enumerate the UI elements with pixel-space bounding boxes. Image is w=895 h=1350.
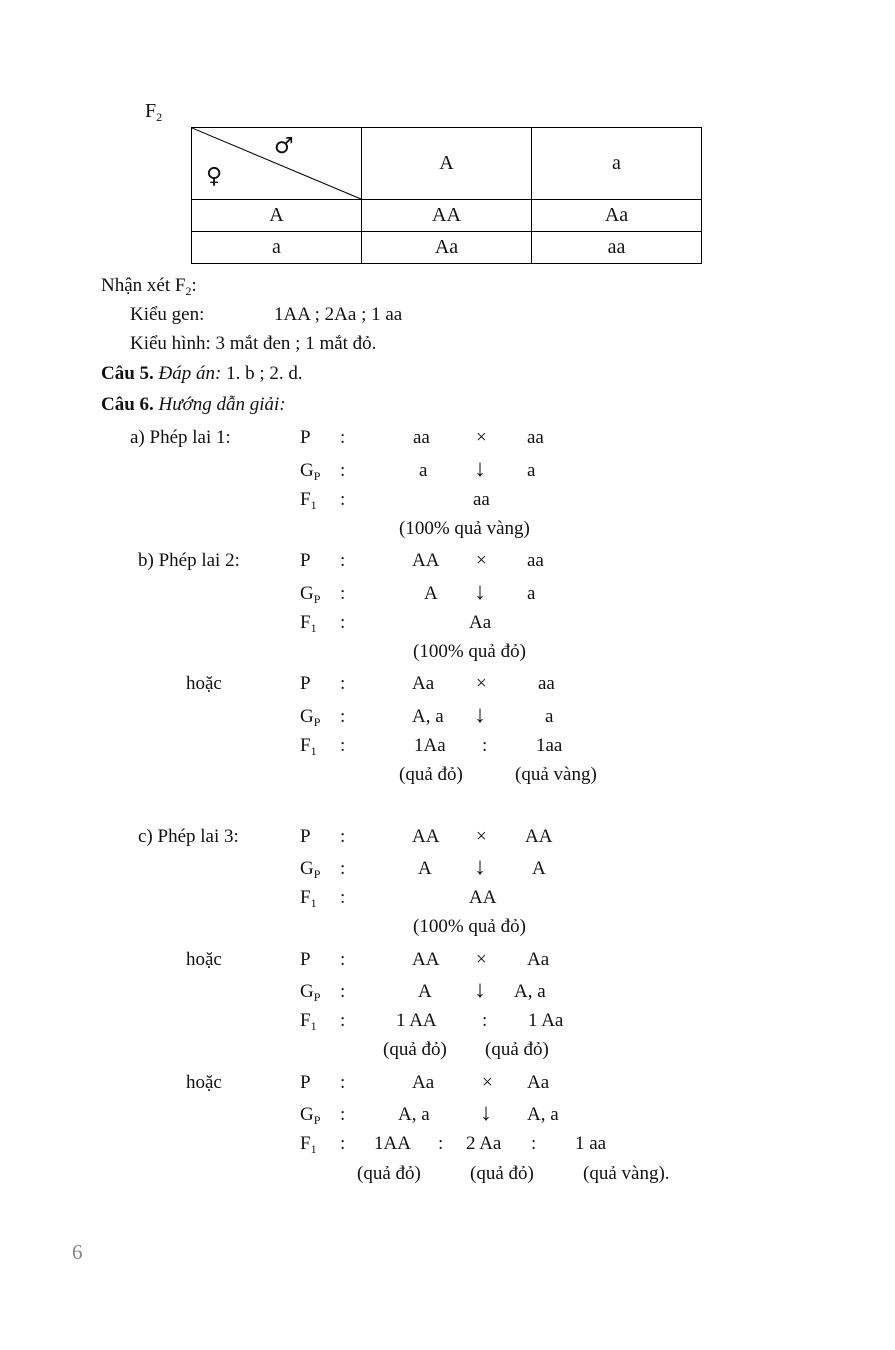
phenotype-line: Kiểu hình: 3 mắt đen ; 1 mắt đỏ. [130,333,377,354]
male-icon: ♂ [274,134,294,159]
p-label: P [300,1072,311,1093]
colon: : [340,460,346,481]
colon: : [340,550,346,571]
punnett-cell: Aa [362,232,532,264]
gamete-1: A [418,858,432,879]
colon: : [340,1104,346,1125]
gamete-1: a [419,460,428,481]
f2-main: F [145,100,157,122]
cross-sign: × [476,427,487,448]
punnett-square [191,127,702,264]
offspring-note: (100% quả đỏ) [413,916,526,937]
p-label: P [300,427,311,448]
g-label: $G_P$ [300,1104,321,1127]
parent-1: AA [412,949,440,970]
cross-sign: × [476,550,487,571]
ratio-colon: : [482,735,488,756]
punnett-row-header-1: A [192,200,362,232]
gamete-1: A, a [412,706,444,727]
q5-answer-label: Đáp án: [158,363,222,384]
cross-sign: × [476,673,487,694]
down-arrow-icon: ↓ [474,854,486,880]
alternative-label: hoặc [186,949,222,970]
gamete-1: A [424,583,438,604]
page-number: 6 [72,1240,83,1264]
colon: : [340,858,346,879]
p-label: P [300,826,311,847]
offspring-note: (100% quả vàng) [399,518,530,539]
parent-1: aa [413,427,430,448]
colon: : [340,1010,346,1031]
down-arrow-icon: ↓ [474,702,486,728]
g-label: $G_P$ [300,981,321,1004]
gamete-2: A, a [514,981,546,1002]
female-icon: ♀ [206,164,223,189]
gamete-2: A, a [527,1104,559,1125]
punnett-row-1 [192,200,702,232]
g-label: $G_P$ [300,858,321,881]
parent-1: AA [412,550,440,571]
down-arrow-icon: ↓ [474,977,486,1003]
gamete-2: a [527,460,536,481]
punnett-cell: AA [362,200,532,232]
gamete-2: A [532,858,546,879]
colon: : [340,1133,346,1154]
offspring-note-1: (quả đỏ) [399,764,463,785]
f2-sub: 2 [156,110,163,124]
offspring-note-2: (quả đỏ) [470,1163,534,1184]
g-label: $G_P$ [300,460,321,483]
parent-2: Aa [527,949,550,970]
colon: : [340,826,346,847]
parent-1: Aa [412,1072,435,1093]
offspring-note-3: (quả vàng). [583,1163,670,1184]
colon: : [340,887,346,908]
p-label: P [300,949,311,970]
q5-label: Câu 5. [101,363,154,384]
alternative-label: hoặc [186,1072,222,1093]
offspring-2: 1 Aa [528,1010,564,1031]
offspring-note: (100% quả đỏ) [413,641,526,662]
parent-2: aa [527,550,544,571]
f-label: $F_1$ [300,1133,317,1156]
colon: : [340,981,346,1002]
offspring-note-2: (quả vàng) [515,764,597,785]
q6-label: Câu 6. [101,394,154,415]
punnett-col-header-1: A [362,128,532,200]
offspring-1: 1Aa [414,735,446,756]
remarks-title: Nhận xét $F_2$: [101,275,197,298]
offspring: Aa [469,612,492,633]
ratio-colon: : [438,1133,444,1154]
colon: : [340,427,346,448]
offspring-2: 1aa [536,735,563,756]
punnett-corner-cell [192,128,362,200]
offspring-3: 1 aa [575,1133,607,1154]
parent-2: AA [525,826,553,847]
offspring-1: 1 AA [396,1010,437,1031]
colon: : [340,706,346,727]
genotype-label: Kiểu gen: [130,304,205,325]
colon: : [340,583,346,604]
offspring: aa [473,489,490,510]
colon: : [340,1072,346,1093]
punnett-header-row [192,128,702,200]
f-label: $F_1$ [300,489,317,512]
question-6 [101,395,286,414]
cross-a-title: a) Phép lai 1: [130,427,231,448]
ratio-colon: : [482,1010,488,1031]
punnett-row-2 [192,232,702,264]
gamete-2: a [545,706,554,727]
cross-sign: × [482,1072,493,1093]
punnett-cell: aa [532,232,702,264]
genotype-value: 1AA ; 2Aa ; 1 aa [274,304,403,325]
f-label: $F_1$ [300,1010,317,1033]
p-label: P [300,550,311,571]
down-arrow-icon: ↓ [474,456,486,482]
punnett-col-header-2: a [532,128,702,200]
g-label: $G_P$ [300,706,321,729]
cross-c-title: c) Phép lai 3: [138,826,239,847]
g-label: $G_P$ [300,583,321,606]
ratio-colon: : [531,1133,537,1154]
q6-guide: Hướng dẫn giải: [158,394,286,415]
colon: : [340,489,346,510]
colon: : [340,949,346,970]
f-label: $F_1$ [300,612,317,635]
parent-1: Aa [412,673,435,694]
parent-2: Aa [527,1072,550,1093]
gamete-2: a [527,583,536,604]
question-5 [101,364,303,383]
alternative-label: hoặc [186,673,222,694]
f2-label [145,100,163,124]
down-arrow-icon: ↓ [480,1100,492,1126]
offspring-note-1: (quả đỏ) [383,1039,447,1060]
offspring-note-2: (quả đỏ) [485,1039,549,1060]
colon: : [340,673,346,694]
punnett-cell: Aa [532,200,702,232]
cross-b-title: b) Phép lai 2: [138,550,240,571]
f-label: $F_1$ [300,735,317,758]
gamete-1: A, a [398,1104,430,1125]
p-label: P [300,673,311,694]
cross-sign: × [476,826,487,847]
gamete-1: A [418,981,432,1002]
colon: : [340,612,346,633]
parent-2: aa [538,673,555,694]
offspring-2: 2 Aa [466,1133,502,1154]
q5-answer: 1. b ; 2. d. [226,363,303,384]
parent-1: AA [412,826,440,847]
punnett-row-header-2: a [192,232,362,264]
colon: : [340,735,346,756]
cross-sign: × [476,949,487,970]
offspring-1: 1AA [374,1133,411,1154]
offspring-note-1: (quả đỏ) [357,1163,421,1184]
offspring: AA [469,887,497,908]
f-label: $F_1$ [300,887,317,910]
parent-2: aa [527,427,544,448]
down-arrow-icon: ↓ [474,579,486,605]
